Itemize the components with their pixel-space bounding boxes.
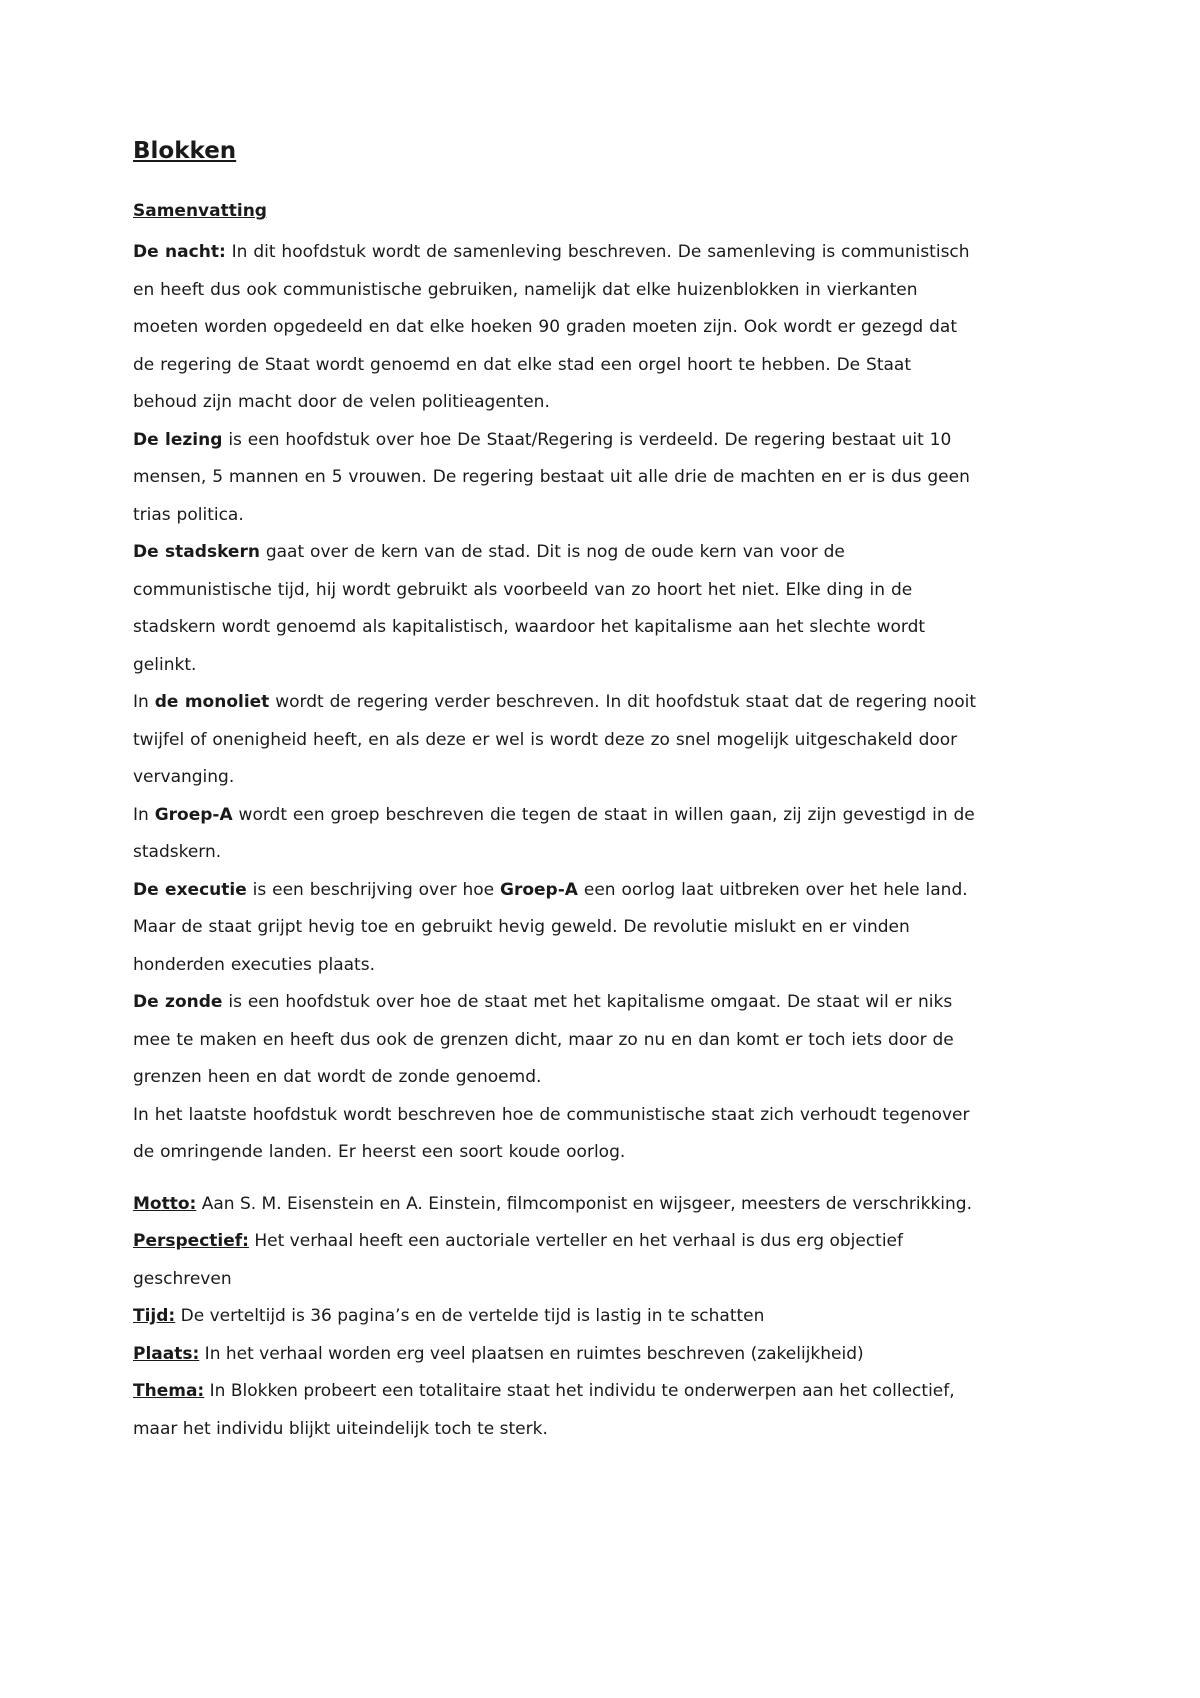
- section-heading-samenvatting: Samenvatting: [133, 201, 267, 221]
- field-perspectief: [133, 1223, 978, 1298]
- field-label-thema: Thema:: [133, 1381, 205, 1401]
- chapter-name-de-lezing: De lezing: [133, 429, 223, 450]
- field-value-thema: In Blokken probeert een totalitaire staat het individu te onderwerpen aan het collectief, maar het individu blijkt uiteindelijk toch te sterk.: [133, 1381, 955, 1439]
- field-value-plaats: In het verhaal worden erg veel plaatsen en ruimtes beschreven (zakelijkheid): [199, 1343, 864, 1364]
- paragraph-de-lezing: [133, 422, 978, 535]
- chapter-name-de-stadskern: De stadskern: [133, 542, 260, 562]
- paragraph-de-stadskern: [133, 534, 978, 684]
- field-value-motto: Aan S. M. Eisenstein en A. Einstein, filmcomponist en wijsgeer, meesters de verschrikking.: [196, 1193, 972, 1214]
- field-motto: [133, 1186, 978, 1224]
- field-value-perspectief: Het verhaal heeft een auctoriale verteller en het verhaal is dus erg objectief geschreven: [133, 1231, 904, 1289]
- field-tijd: [133, 1298, 978, 1336]
- paragraph-prefix: In: [133, 804, 155, 825]
- chapter-name-de-monoliet: de monoliet: [154, 692, 270, 712]
- paragraph-text: In dit hoofdstuk wordt de samenleving beschreven. De samenleving is communistisch en heeft dus ook communistische gebruiken, namelijk dat elke huizenblokken in vierkanten moeten worden opgedeeld en dat elke hoeken 90 graden moeten zijn. Ook wordt er gezegd dat de regering de Staat wordt genoemd en dat elke stad een orgel hoort te hebben. De Staat behoud zijn macht door de velen politieagenten.: [133, 242, 970, 412]
- field-plaats: [133, 1336, 978, 1374]
- paragraph-text: In het laatste hoofdstuk wordt beschreven hoe de communistische staat zich verhoudt tegenover de omringende landen. Er heerst een soort koude oorlog.: [133, 1104, 970, 1162]
- paragraph-text: een oorlog laat uitbreken over het hele land. Maar de staat grijpt hevig toe en gebruikt hevig geweld. De revolutie mislukt en er vinden honderden executies plaats.: [133, 879, 968, 975]
- chapter-name-de-executie: De executie: [133, 879, 247, 900]
- group-name-groep-a: Groep-A: [500, 879, 578, 900]
- paragraph-groep-a: [133, 797, 978, 872]
- field-label-perspectief: Perspectief:: [133, 1231, 249, 1251]
- field-value-tijd: De verteltijd is 36 pagina’s en de vertelde tijd is lastig in te schatten: [175, 1306, 765, 1326]
- paragraph-prefix: In: [133, 692, 155, 712]
- paragraph-de-executie: [133, 872, 978, 985]
- paragraph-de-nacht: [133, 234, 978, 422]
- paragraph-de-monoliet: [133, 684, 978, 797]
- field-label-tijd: Tijd:: [133, 1306, 176, 1326]
- paragraph-text: is een beschrijving over hoe: [246, 879, 501, 900]
- document-page: [133, 136, 978, 1448]
- paragraph-de-zonde: [133, 984, 978, 1097]
- metadata-fields: [133, 1186, 978, 1449]
- chapter-name-de-nacht: De nacht:: [133, 242, 226, 262]
- paragraph-text: wordt een groep beschreven die tegen de staat in willen gaan, zij zijn gevestigd in de stadskern.: [133, 804, 975, 862]
- field-label-motto: Motto:: [133, 1193, 197, 1214]
- document-title: Blokken: [133, 138, 237, 164]
- chapter-name-groep-a: Groep-A: [154, 804, 233, 825]
- chapter-name-de-zonde: De zonde: [133, 992, 223, 1012]
- paragraph-text: is een hoofdstuk over hoe De Staat/Regering is verdeeld. De regering bestaat uit 10 mensen, 5 mannen en 5 vrouwen. De regering bestaat uit alle drie de machten en er is dus geen trias politica.: [133, 429, 970, 525]
- paragraph-text: is een hoofdstuk over hoe de staat met het kapitalisme omgaat. De staat wil er niks mee te maken en heeft dus ook de grenzen dicht, maar zo nu en dan komt er toch iets door de grenzen heen en dat wordt de zonde genoemd.: [133, 992, 954, 1087]
- field-label-plaats: Plaats:: [133, 1343, 200, 1364]
- paragraph-text: wordt de regering verder beschreven. In dit hoofdstuk staat dat de regering nooit twijfel of onenigheid heeft, en als deze er wel is wordt deze zo snel mogelijk uitgeschakeld door vervanging.: [133, 692, 976, 787]
- paragraph-text: gaat over de kern van de stad. Dit is nog de oude kern van voor de communistische tijd, hij wordt gebruikt als voorbeeld van zo hoort het niet. Elke ding in de stadskern wordt genoemd als kapitalistisch, waardoor het kapitalisme aan het slechte wordt gelinkt.: [133, 542, 926, 675]
- paragraph-laatste-hoofdstuk: [133, 1097, 978, 1172]
- field-thema: [133, 1373, 978, 1448]
